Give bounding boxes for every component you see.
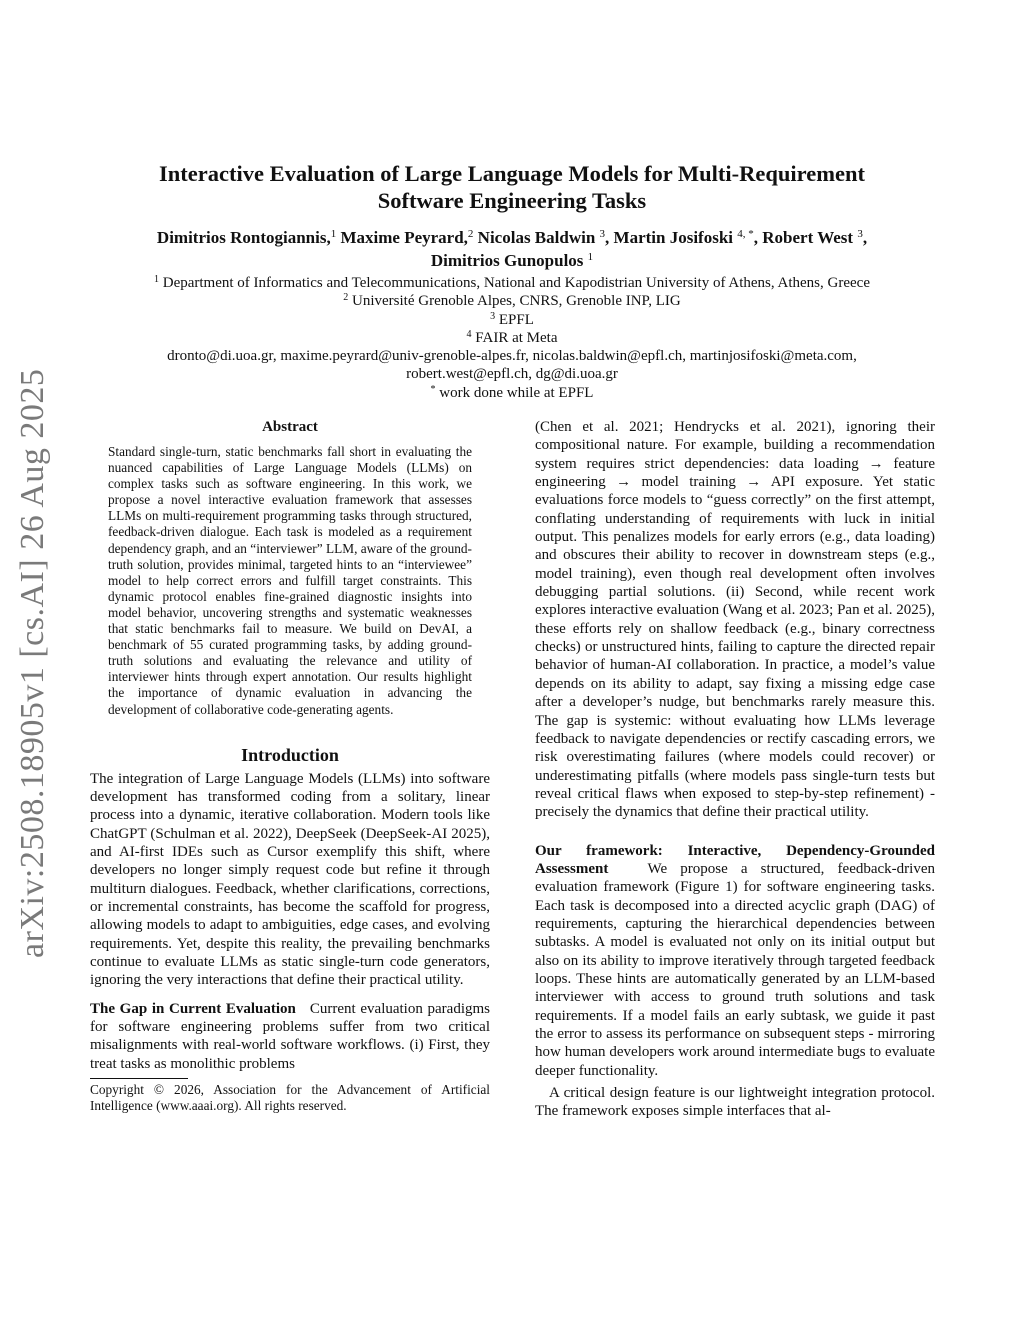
- author-name: Martin Josifoski: [613, 228, 734, 247]
- copyright-footnote: Copyright © 2026, Association for the Advancement of Artificial Intelligence (www.aaai.org). All rights reserved.: [90, 1082, 490, 1114]
- gap-text: Current evaluation paradigms for software engineering problems suffer from two critical misalignments with real-world software workflows. (i) First, they treat tasks as monolithic problems: [90, 1000, 490, 1072]
- emails-line-1[interactable]: dronto@di.uoa.gr, maxime.peyrard@univ-grenoble-alpes.fr, nicolas.baldwin@epfl.ch, martinjosifoski@meta.com,: [167, 348, 857, 365]
- abstract-text: Standard single-turn, static benchmarks fall short in evaluating the nuanced capabilities of Large Language Models (LLMs) on complex tasks such as software engineering. In this work, we propose a novel interactive evaluation framework that assesses LLMs on multi-requirement programming tasks through structured, feedback-driven dialogue. Each task is modeled as a requirement dependency graph, and an “interviewer” LLM, aware of the ground-truth solution, provides minimal, targeted hints to an “interviewee” model to help correct errors and fulfill target constraints. This dynamic protocol enables fine-grained diagnostic insights into model behavior, uncovering strengths and systematic weaknesses that static benchmarks fail to measure. We build on DevAI, a benchmark of 55 curated programming tasks, by adding ground-truth solutions and evaluating the relevance and utility of interviewer hints through expert annotation. Our results highlight the importance of dynamic evaluation in advancing the development of collaborative code-generating agents.: [108, 444, 472, 717]
- gap-heading: The Gap in Current Evaluation: [90, 1000, 296, 1017]
- right-column: [535, 418, 935, 1121]
- gap-continued-paragraph: (Chen et al. 2021; Hendrycks et al. 2021), ignoring their compositional nature. For example, building a recommendation system requires strict dependencies: data loading → feature engineering → model training → API exposure. Yet static evaluations force models to “guess correctly” on the first attempt, conflating understanding of requirements with luck in initial output. This penalizes models for early errors (e.g., data loading) and obscures their ability to recover in downstream steps (e.g., model training), even though real development often involves debugging partial solutions. (ii) Second, while recent work explores interactive evaluation (Wang et al. 2023; Pan et al. 2025), these efforts rely on shallow feedback (e.g., binary correctness checks) or unstructured hints, failing to capture the directed repair behavior of human-AI collaboration. In practice, a model’s value depends on its ability to adapt, say fixing a missing edge case after a developer’s nudge, but benchmarks rarely measure this. The gap is systemic: without evaluating how LLMs leverage feedback to navigate dependencies or rectify cascading errors, we risk overestimating failures (where models could recover) or underestimating pitfalls (where models pass single-turn tests but reveal critical flaws when exposed to step-by-step refinement) - precisely the dynamics that define their practical utility.: [535, 419, 935, 821]
- framework-paragraph: [535, 842, 935, 1080]
- author-name: Nicolas Baldwin: [477, 228, 596, 247]
- introduction-paragraph: The integration of Large Language Models (LLMs) into software development has transformed coding from a solitary, linear process into a dynamic, iterative collaboration. Modern tools like ChatGPT (Schulman et al. 2022), DeepSeek (DeepSeek-AI 2025), and AI-first IDEs such as Cursor exemplify this shift, where developers no longer simply request code but refine it through multiturn dialogues. Feedback, whether clarifications, corrections, or incremental constraints, has become the scaffold for progress, allowing models to adapt to ambiguities, edge cases, and evolving requirements. Yet, despite this reality, the prevailing benchmarks continue to evaluate LLMs as static single-turn code generators, ignoring the very interactions that define their practical utility.: [90, 770, 490, 989]
- author-name: Robert West: [762, 228, 854, 247]
- author-name: Dimitrios Rontogiannis,: [156, 228, 331, 247]
- framework-heading: Our framework: Interactive, Dependency-Grounded Assessment: [535, 842, 935, 877]
- design-paragraph: A critical design feature is our lightweight integration protocol. The framework exposes simple interfaces that al-: [535, 1085, 935, 1120]
- left-column: [90, 418, 490, 1114]
- author-row-2: [70, 249, 954, 272]
- work-note: * work done while at EPFL: [430, 383, 594, 401]
- affiliation-3: $^3$ EPFL: [490, 310, 534, 328]
- title-line-1: Interactive Evaluation of Large Language Models for Multi-Requirement: [159, 161, 865, 186]
- affiliation-2: $^2$ Université Grenoble Alpes, CNRS, Grenoble INP, LIG: [343, 292, 681, 310]
- framework-text: We propose a structured, feedback-driven evaluation framework (Figure 1) for software engineering tasks. Each task is decomposed into a directed acyclic graph (DAG) of requirements, capturing the hierarchical dependencies between subtasks. A model is evaluated not only on its initial output but also on its ability to improve iteratively through targeted feedback loops. These hints are automatically generated by an LLM-based interviewer with access to ground truth solutions and task requirements. If a model fails an early subtask, we guide it past the error to assess its performance on subsequent steps - mirroring how human developers work around intermediate bugs to evaluate deeper functionality.: [535, 860, 935, 1079]
- author-name: Maxime Peyrard,: [340, 228, 468, 247]
- abstract-heading: Abstract: [262, 419, 318, 435]
- author-affil-mark: 3: [857, 228, 863, 240]
- author-row-1: Dimitrios Rontogiannis,$^1$ Maxime Peyrard,$^2$ Nicolas Baldwin $^3$, Martin Josifoski $^{4, *}$, Robert West $^3$,: [156, 228, 868, 247]
- emails-line-2[interactable]: robert.west@epfl.ch, dg@di.uoa.gr: [406, 366, 618, 383]
- affiliation-1: $^1$ Department of Informatics and Telecommunications, National and Kapodistrian University of Athens, Athens, Greece: [154, 274, 870, 291]
- author-affil-mark: 1: [587, 251, 594, 263]
- author-list: [70, 226, 954, 272]
- author-affil-mark: 2: [467, 228, 474, 240]
- author-affil-mark: 1: [330, 228, 337, 240]
- affiliations: [70, 274, 954, 402]
- gap-paragraph: [90, 1000, 490, 1073]
- author-affil-mark: 4, *: [737, 228, 754, 240]
- author-affil-mark: 3: [599, 228, 606, 240]
- author-name: Dimitrios Gunopulos: [430, 251, 584, 270]
- affiliation-4: $^4$ FAIR at Meta: [466, 328, 558, 346]
- footnote-divider: [90, 1078, 188, 1079]
- arxiv-identifier[interactable]: arXiv:2508.18905v1 [cs.AI] 26 Aug 2025: [14, 368, 51, 958]
- paper-title: [90, 160, 934, 214]
- introduction-heading: Introduction: [241, 744, 339, 765]
- title-line-2: Software Engineering Tasks: [377, 188, 647, 213]
